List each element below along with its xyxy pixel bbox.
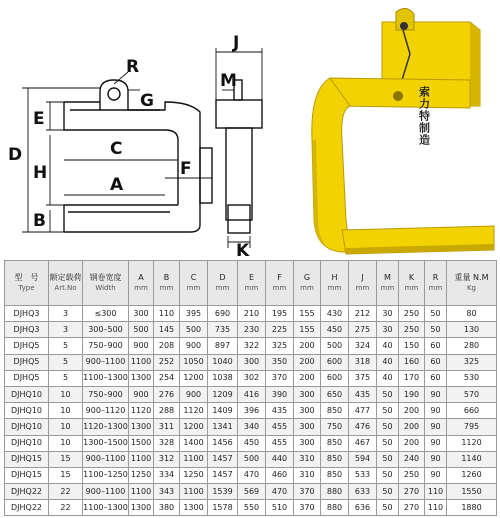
table-cell: 50 xyxy=(377,435,399,451)
table-cell: 300 xyxy=(294,403,321,419)
table-cell: 90 xyxy=(425,467,447,483)
table-cell: 1250 xyxy=(180,467,208,483)
table-cell: 370 xyxy=(266,370,294,386)
table-cell: 450 xyxy=(238,435,266,451)
table-cell: 897 xyxy=(208,338,238,354)
table-cell: 300 xyxy=(129,306,154,322)
table-cell: 310 xyxy=(294,467,321,483)
table-cell: 343 xyxy=(154,484,180,500)
table-cell: 22 xyxy=(49,500,83,516)
label-f: F xyxy=(180,159,192,179)
table-cell: 1120 xyxy=(129,403,154,419)
column-header-unit: mm xyxy=(428,284,443,292)
table-cell: 324 xyxy=(349,338,377,354)
column-header-label: F xyxy=(277,273,282,282)
label-k: K xyxy=(236,241,250,258)
table-cell: 1250 xyxy=(129,467,154,483)
column-header xyxy=(399,261,425,306)
table-cell: 900–1100 xyxy=(83,451,129,467)
table-row xyxy=(5,306,497,322)
front-view-drawing xyxy=(216,80,262,233)
table-cell: 230 xyxy=(238,322,266,338)
table-cell: 60 xyxy=(425,338,447,354)
table-cell: 208 xyxy=(154,338,180,354)
table-cell: 10 xyxy=(49,386,83,402)
column-header-label: H xyxy=(331,273,338,282)
table-cell: 750 xyxy=(321,419,349,435)
table-cell: 435 xyxy=(349,386,377,402)
table-cell: 750–900 xyxy=(83,338,129,354)
column-header xyxy=(49,261,83,306)
table-cell: 240 xyxy=(399,451,425,467)
table-cell: 530 xyxy=(447,370,497,386)
table-cell: 375 xyxy=(349,370,377,386)
table-cell: 1300 xyxy=(129,500,154,516)
table-row xyxy=(5,451,497,467)
table-cell: 110 xyxy=(154,306,180,322)
table-cell: 500 xyxy=(321,338,349,354)
table-cell: 302 xyxy=(238,370,266,386)
table-cell: DJHQ5 xyxy=(5,338,49,354)
table-cell: 900–1120 xyxy=(83,403,129,419)
column-header-label: 额定载荷 xyxy=(49,273,82,282)
table-cell: 15 xyxy=(49,451,83,467)
table-cell: 1880 xyxy=(447,500,497,516)
side-view-drawing xyxy=(64,80,212,232)
front-view-labels xyxy=(220,33,250,258)
table-cell: 300 xyxy=(294,386,321,402)
table-cell: 155 xyxy=(294,306,321,322)
table-cell: 200 xyxy=(399,435,425,451)
table-cell: 477 xyxy=(349,403,377,419)
table-cell: 900–1100 xyxy=(83,484,129,500)
table-cell: 1578 xyxy=(208,500,238,516)
table-cell: DJHQ22 xyxy=(5,500,49,516)
column-header-label: J xyxy=(361,273,364,282)
table-cell: 311 xyxy=(154,419,180,435)
table-cell: 1040 xyxy=(208,354,238,370)
table-cell: 250 xyxy=(399,306,425,322)
table-cell: 395 xyxy=(180,306,208,322)
table-cell: ≤300 xyxy=(83,306,129,322)
column-header-label: G xyxy=(303,273,311,282)
column-header-unit: Kg xyxy=(466,284,477,292)
table-cell: 325 xyxy=(266,338,294,354)
table-cell: 312 xyxy=(154,451,180,467)
table-cell: 600 xyxy=(321,370,349,386)
table-cell: 467 xyxy=(349,435,377,451)
table-cell: DJHQ10 xyxy=(5,386,49,402)
table-cell: 1100 xyxy=(129,451,154,467)
label-d: D xyxy=(8,145,23,165)
table-cell: 1140 xyxy=(447,451,497,467)
table-cell: DJHQ15 xyxy=(5,451,49,467)
table-cell: 250 xyxy=(399,322,425,338)
table-cell: 550 xyxy=(238,500,266,516)
table-cell: 160 xyxy=(399,354,425,370)
table-cell: 370 xyxy=(294,500,321,516)
column-header xyxy=(425,261,447,306)
table-row xyxy=(5,484,497,500)
table-cell: 510 xyxy=(266,500,294,516)
table-cell: 435 xyxy=(266,403,294,419)
table-cell: 5 xyxy=(49,354,83,370)
table-row xyxy=(5,419,497,435)
table-cell: 90 xyxy=(425,435,447,451)
table-cell: 288 xyxy=(154,403,180,419)
table-row xyxy=(5,370,497,386)
table-cell: 200 xyxy=(294,354,321,370)
table-cell: 470 xyxy=(266,484,294,500)
column-header-unit: Art.No xyxy=(54,284,77,292)
table-cell: 1120–1300 xyxy=(83,419,129,435)
table-cell: 90 xyxy=(425,403,447,419)
table-cell: 10 xyxy=(49,419,83,435)
table-cell: 252 xyxy=(154,354,180,370)
table-cell: 50 xyxy=(377,451,399,467)
table-cell: 850 xyxy=(321,451,349,467)
table-cell: 170 xyxy=(399,370,425,386)
table-cell: 1050 xyxy=(180,354,208,370)
table-cell: 280 xyxy=(447,338,497,354)
label-g: G xyxy=(140,91,154,111)
label-r: R xyxy=(126,57,140,77)
table-cell: 270 xyxy=(399,484,425,500)
table-cell: 1300 xyxy=(180,500,208,516)
table-cell: 210 xyxy=(238,306,266,322)
label-m: M xyxy=(220,71,237,91)
table-cell: 633 xyxy=(349,484,377,500)
table-cell: 455 xyxy=(266,435,294,451)
table-cell: 50 xyxy=(377,403,399,419)
table-cell: 30 xyxy=(377,322,399,338)
table-cell: 900 xyxy=(180,386,208,402)
table-cell: 15 xyxy=(49,467,83,483)
table-cell: DJHQ5 xyxy=(5,370,49,386)
product-logo-text: 索力特制造 xyxy=(417,86,431,146)
column-header-label: D xyxy=(219,273,226,282)
column-header xyxy=(266,261,294,306)
table-cell: 900 xyxy=(129,386,154,402)
table-cell: 50 xyxy=(377,500,399,516)
column-header-label: R xyxy=(432,273,439,282)
table-cell: 50 xyxy=(425,322,447,338)
table-cell: 318 xyxy=(349,354,377,370)
table-row xyxy=(5,467,497,483)
table-row xyxy=(5,322,497,338)
table-cell: 200 xyxy=(294,338,321,354)
label-b: B xyxy=(33,211,46,231)
column-header xyxy=(154,261,180,306)
table-cell: 195 xyxy=(266,306,294,322)
table-cell: 1120 xyxy=(447,435,497,451)
table-cell: 50 xyxy=(377,467,399,483)
table-cell: 1038 xyxy=(208,370,238,386)
table-cell: 254 xyxy=(154,370,180,386)
column-header-unit: mm xyxy=(215,284,230,292)
column-header xyxy=(5,261,49,306)
table-row xyxy=(5,403,497,419)
table-cell: 430 xyxy=(321,306,349,322)
table-cell: DJHQ22 xyxy=(5,484,49,500)
table-cell: 396 xyxy=(238,403,266,419)
table-cell: 500 xyxy=(238,451,266,467)
table-cell: 328 xyxy=(154,435,180,451)
table-cell: 900 xyxy=(180,338,208,354)
column-header xyxy=(83,261,129,306)
table-cell: 130 xyxy=(447,322,497,338)
table-cell: 275 xyxy=(349,322,377,338)
label-h: H xyxy=(33,163,48,183)
table-cell: 1209 xyxy=(208,386,238,402)
table-row xyxy=(5,386,497,402)
table-cell: 1100–1250 xyxy=(83,467,129,483)
table-cell: 795 xyxy=(447,419,497,435)
table-cell: 40 xyxy=(377,338,399,354)
column-header-label: 型 号 xyxy=(14,273,39,282)
table-cell: 880 xyxy=(321,484,349,500)
table-cell: 200 xyxy=(399,403,425,419)
table-cell: 660 xyxy=(447,403,497,419)
table-cell: 155 xyxy=(294,322,321,338)
column-header-label: K xyxy=(408,273,415,282)
table-cell: 500 xyxy=(129,322,154,338)
table-cell: 750–900 xyxy=(83,386,129,402)
column-header-unit: mm xyxy=(380,284,395,292)
table-cell: 3 xyxy=(49,306,83,322)
column-header-label: M xyxy=(384,273,391,282)
column-header-unit: mm xyxy=(134,284,148,292)
table-cell: 455 xyxy=(266,419,294,435)
table-cell: 569 xyxy=(238,484,266,500)
table-cell: 370 xyxy=(294,484,321,500)
label-e: E xyxy=(33,109,45,129)
table-cell: 3 xyxy=(49,322,83,338)
table-cell: DJHQ15 xyxy=(5,467,49,483)
table-cell: 470 xyxy=(238,467,266,483)
table-cell: 30 xyxy=(377,306,399,322)
table-cell: DJHQ5 xyxy=(5,354,49,370)
table-cell: 276 xyxy=(154,386,180,402)
label-c: C xyxy=(110,139,123,159)
label-j: J xyxy=(233,33,240,53)
table-cell: 735 xyxy=(208,322,238,338)
table-cell: 40 xyxy=(377,370,399,386)
column-header-unit: mm xyxy=(300,284,314,292)
table-cell: 1550 xyxy=(447,484,497,500)
table-cell: 90 xyxy=(425,386,447,402)
table-cell: 145 xyxy=(154,322,180,338)
table-cell: 322 xyxy=(238,338,266,354)
table-cell: 1456 xyxy=(208,435,238,451)
table-cell: 110 xyxy=(425,500,447,516)
table-cell: 1200 xyxy=(180,419,208,435)
column-header xyxy=(377,261,399,306)
table-cell: 90 xyxy=(425,419,447,435)
table-cell: 340 xyxy=(238,419,266,435)
table-cell: 1300–1500 xyxy=(83,435,129,451)
column-header-label: A xyxy=(138,273,144,282)
table-cell: 5 xyxy=(49,370,83,386)
table-cell: 1500 xyxy=(129,435,154,451)
column-header-label: B xyxy=(163,273,170,282)
column-header xyxy=(129,261,154,306)
column-header-unit: mm xyxy=(404,284,419,292)
table-cell: 200 xyxy=(294,370,321,386)
table-cell: 10 xyxy=(49,435,83,451)
table-cell: 636 xyxy=(349,500,377,516)
table-cell: 50 xyxy=(377,484,399,500)
table-row xyxy=(5,435,497,451)
table-cell: 5 xyxy=(49,338,83,354)
table-cell: 300–500 xyxy=(83,322,129,338)
table-cell: DJHQ10 xyxy=(5,419,49,435)
table-cell: 1100 xyxy=(129,354,154,370)
table-cell: 50 xyxy=(377,386,399,402)
table-cell: 850 xyxy=(321,403,349,419)
table-cell: 1300 xyxy=(129,419,154,435)
column-header-unit: mm xyxy=(272,284,287,292)
table-cell: 300 xyxy=(294,435,321,451)
table-cell: 40 xyxy=(377,354,399,370)
table-cell: DJHQ3 xyxy=(5,306,49,322)
table-row xyxy=(5,354,497,370)
spec-table xyxy=(4,260,497,516)
column-header xyxy=(238,261,266,306)
table-cell: 460 xyxy=(266,467,294,483)
column-header-label: 钢卷宽度 xyxy=(89,273,122,282)
table-cell: 50 xyxy=(377,419,399,435)
c-hook-photo xyxy=(312,8,494,254)
table-cell: 310 xyxy=(294,451,321,467)
table-cell: 880 xyxy=(321,500,349,516)
table-cell: 110 xyxy=(425,484,447,500)
table-cell: 850 xyxy=(321,467,349,483)
table-cell: 1457 xyxy=(208,451,238,467)
column-header-unit: Type xyxy=(18,284,35,292)
table-cell: 1200 xyxy=(180,370,208,386)
table-cell: 150 xyxy=(399,338,425,354)
table-cell: 90 xyxy=(425,451,447,467)
column-header xyxy=(208,261,238,306)
table-cell: 440 xyxy=(266,451,294,467)
column-header-label: C xyxy=(190,273,197,282)
table-cell: 1100 xyxy=(180,484,208,500)
table-cell: 1100 xyxy=(129,484,154,500)
table-cell: 60 xyxy=(425,354,447,370)
table-cell: 300 xyxy=(238,354,266,370)
table-cell: 594 xyxy=(349,451,377,467)
spec-table-body xyxy=(5,306,497,516)
table-cell: 200 xyxy=(399,419,425,435)
column-header xyxy=(321,261,349,306)
spec-table-header-row xyxy=(5,261,497,306)
table-cell: 533 xyxy=(349,467,377,483)
column-header-unit: mm xyxy=(186,284,201,292)
table-row xyxy=(5,338,497,354)
table-cell: 250 xyxy=(399,467,425,483)
table-cell: 1120 xyxy=(180,403,208,419)
column-header-unit: mm xyxy=(159,284,174,292)
table-cell: 380 xyxy=(154,500,180,516)
column-header xyxy=(349,261,377,306)
table-cell: 334 xyxy=(154,467,180,483)
column-header-unit: mm xyxy=(244,284,259,292)
table-cell: DJHQ10 xyxy=(5,403,49,419)
table-cell: 270 xyxy=(399,500,425,516)
table-cell: 450 xyxy=(321,322,349,338)
column-header xyxy=(294,261,321,306)
table-cell: 900–1100 xyxy=(83,354,129,370)
table-cell: 1539 xyxy=(208,484,238,500)
label-a: A xyxy=(110,175,124,195)
column-header-unit: mm xyxy=(327,284,342,292)
table-cell: 690 xyxy=(208,306,238,322)
table-cell: 1260 xyxy=(447,467,497,483)
table-cell: 850 xyxy=(321,435,349,451)
table-cell: 500 xyxy=(180,322,208,338)
table-cell: 225 xyxy=(266,322,294,338)
table-cell: 212 xyxy=(349,306,377,322)
table-cell: 900 xyxy=(129,338,154,354)
table-cell: 60 xyxy=(425,370,447,386)
table-row xyxy=(5,500,497,516)
table-cell: 10 xyxy=(49,403,83,419)
column-header xyxy=(180,261,208,306)
table-cell: 1341 xyxy=(208,419,238,435)
table-cell: 1300 xyxy=(129,370,154,386)
column-header-unit: Width xyxy=(95,284,116,292)
table-cell: 1400 xyxy=(180,435,208,451)
table-cell: DJHQ3 xyxy=(5,322,49,338)
table-cell: 50 xyxy=(425,306,447,322)
table-cell: 570 xyxy=(447,386,497,402)
table-cell: 1409 xyxy=(208,403,238,419)
table-cell: 476 xyxy=(349,419,377,435)
table-cell: 350 xyxy=(266,354,294,370)
column-header-label: 重量 N.M xyxy=(454,273,489,282)
table-cell: 1100–1300 xyxy=(83,500,129,516)
table-cell: 325 xyxy=(447,354,497,370)
table-cell: 80 xyxy=(447,306,497,322)
table-cell: 650 xyxy=(321,386,349,402)
table-cell: 1100–1300 xyxy=(83,370,129,386)
table-cell: 190 xyxy=(399,386,425,402)
table-cell: 390 xyxy=(266,386,294,402)
table-cell: 1100 xyxy=(180,451,208,467)
table-cell: DJHQ10 xyxy=(5,435,49,451)
table-cell: 22 xyxy=(49,484,83,500)
column-header-unit: mm xyxy=(355,284,370,292)
table-cell: 416 xyxy=(238,386,266,402)
table-cell: 600 xyxy=(321,354,349,370)
table-cell: 1457 xyxy=(208,467,238,483)
hook-drawing xyxy=(0,0,500,258)
column-header-label: E xyxy=(248,273,255,282)
column-header xyxy=(447,261,497,306)
table-cell: 300 xyxy=(294,419,321,435)
